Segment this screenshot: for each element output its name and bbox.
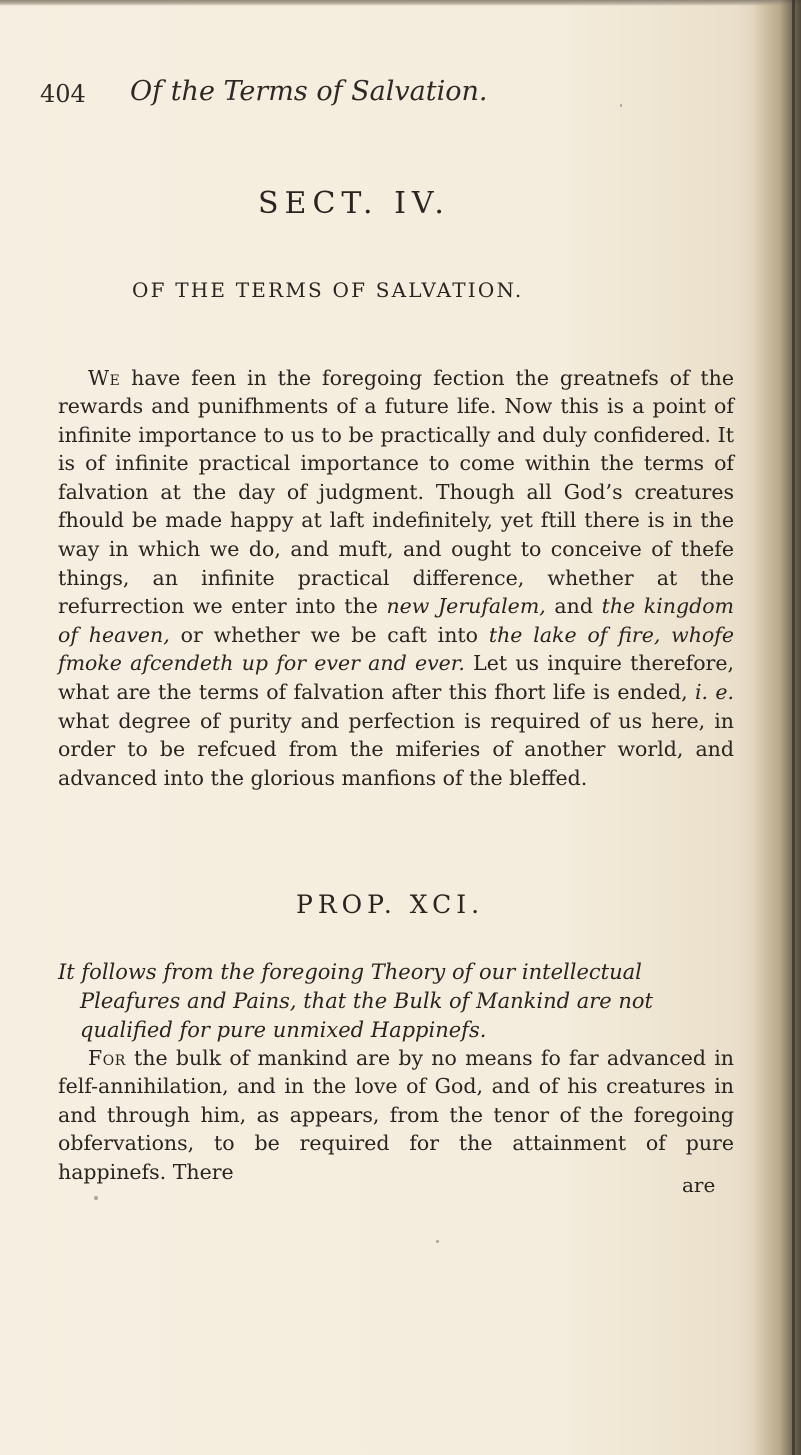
paper-speck xyxy=(436,1240,439,1243)
paragraph-text: have feen in the foregoing fection the greatnefs of the rewards and punifhments of a future life. Now this is a point of infinite importance to us to be practically and duly confidered. It is of infinite practical importance to come within the terms of falvation at the day of judgment. Though all God’s creatures fhould be made happy at laft indefinitely, yet ftill there is in the way in which we do, and muft, and ought to conceive of thefe things, an infinite practical difference, whether at the refurrection we enter into the xyxy=(58,365,734,619)
page-edge-line xyxy=(792,0,795,1455)
paragraph-text: Let us inquire therefore, what are the terms of falvation after this fhort life is ended, xyxy=(58,651,734,705)
paragraph-text: or whether we be caft into xyxy=(169,622,489,647)
paragraph-text: and xyxy=(545,594,602,619)
page-number: 404 xyxy=(40,80,86,108)
italic-phrase: the kingdom of heaven, xyxy=(58,594,734,647)
proposition-summary: It follows from the foregoing Theory of our intellectual Pleafures and Pains, that the Bulk of Mankind are not qualified for pure unmixed Happinefs. xyxy=(58,960,653,1042)
proposition-heading: PROP. XCI. xyxy=(296,890,485,919)
italic-phrase: new Jerufalem, xyxy=(386,594,546,619)
running-title: Of the Terms of Salvation. xyxy=(130,76,488,107)
paragraph-text: the bulk of mankind are by no means fo far advanced in felf-annihilation, and in the love of God, and of his creatures in and through him, as appears, from the tenor of the foregoing obfervations, to be required for the attainment of pure happinefs. There xyxy=(58,1045,734,1184)
paper-speck xyxy=(94,1196,98,1200)
page-top-edge xyxy=(0,0,801,6)
body-paragraph-1 xyxy=(58,364,734,793)
italic-phrase: i. e. xyxy=(694,680,734,705)
body-paragraph-2 xyxy=(58,1044,734,1187)
italic-phrase: the lake of fire, whofe fmoke afcendeth up for ever and ever. xyxy=(58,622,734,676)
paragraph-lead-word: For xyxy=(88,1045,126,1070)
section-heading: SECT. IV. xyxy=(258,186,450,221)
section-title: OF THE TERMS OF SALVATION. xyxy=(132,278,524,302)
paper-speck xyxy=(620,104,622,107)
running-head xyxy=(40,76,660,116)
paragraph-lead-word: We xyxy=(88,365,121,390)
paragraph-text: what degree of purity and perfection is required of us here, in order to be refcued from the miferies of another world, and advanced into the glorious manfions of the bleffed. xyxy=(58,708,734,790)
catchword: are xyxy=(682,1173,716,1197)
